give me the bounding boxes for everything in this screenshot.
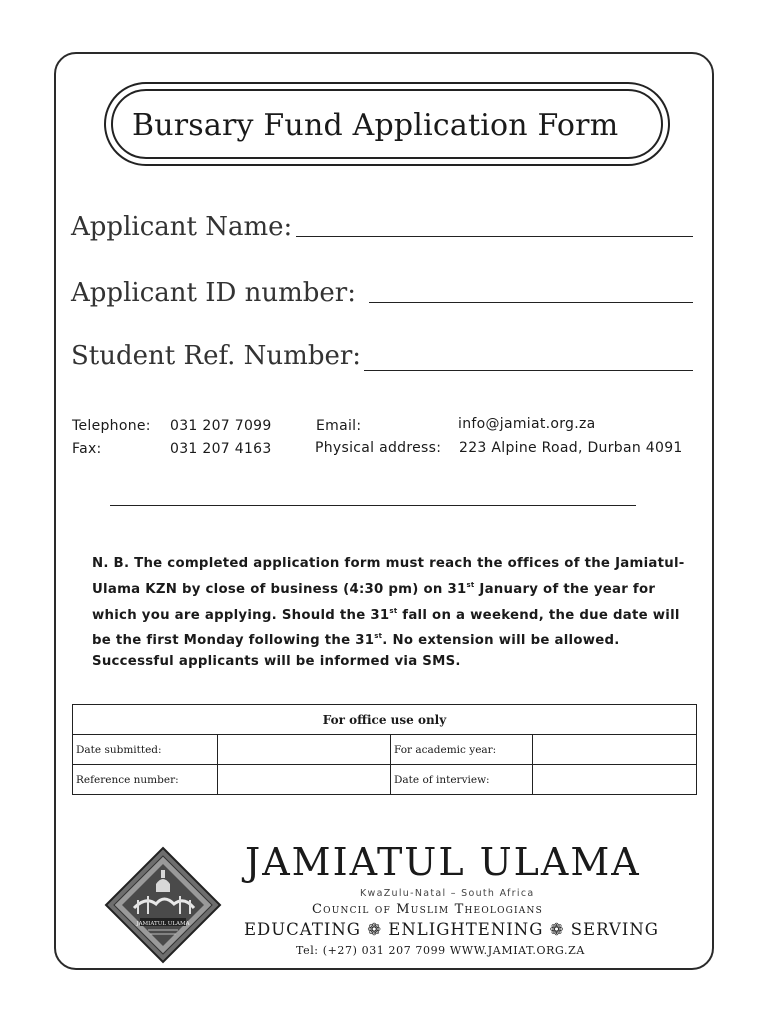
applicant-id-line[interactable] — [369, 302, 693, 303]
notice-text-2: January of the year for which you are applying. Should the 31 — [92, 581, 656, 623]
notice-sup-3: st — [374, 632, 383, 641]
academic-year-cell[interactable] — [533, 735, 697, 765]
brand-name: JAMIATUL ULAMA — [245, 840, 641, 884]
reference-number-cell[interactable] — [218, 765, 391, 795]
email-value[interactable]: info@jamiat.org.za — [458, 416, 596, 432]
notice-text-4: . No extension will be allowed. Successful applicants will be informed via SMS. — [92, 633, 620, 670]
date-submitted-label: Date submitted: — [73, 735, 218, 765]
applicant-name-line[interactable] — [296, 236, 693, 237]
notice-sup-1: st — [466, 580, 475, 589]
brand-council: Council of Muslim Theologians — [312, 902, 543, 917]
telephone-label: Telephone: — [72, 418, 151, 434]
brand-motto: EDUCATING ❁ ENLIGHTENING ❁ SERVING — [244, 920, 659, 939]
email-label: Email: — [316, 418, 362, 434]
jamiat-logo — [104, 846, 222, 964]
notice-sup-2: st — [389, 606, 398, 615]
brand-contact: Tel: (+27) 031 207 7099 WWW.JAMIAT.ORG.ZA — [296, 944, 585, 957]
applicant-name-label: Applicant Name: — [71, 212, 293, 242]
notice-paragraph — [92, 554, 692, 673]
student-ref-line[interactable] — [364, 370, 693, 371]
brand-region: KwaZulu-Natal – South Africa — [360, 888, 535, 899]
notice-text-1: N. B. The completed application form must reach the offices of the Jamiatul-Ulama KZN by close of business (4:30 pm) on 31 — [92, 556, 685, 597]
student-ref-label: Student Ref. Number: — [71, 341, 362, 371]
form-title: Bursary Fund Application Form — [132, 108, 619, 143]
date-submitted-cell[interactable] — [218, 735, 391, 765]
reference-number-label: Reference number: — [73, 765, 218, 795]
logo-text: JAMIATUL ULAMA — [136, 921, 190, 927]
telephone-value: 031 207 7099 — [170, 418, 272, 434]
date-of-interview-cell[interactable] — [533, 765, 697, 795]
applicant-id-label: Applicant ID number: — [71, 278, 356, 308]
page-frame — [54, 52, 714, 970]
notice-text-3: fall on a weekend, the due date will be the first Monday following the 31 — [92, 607, 680, 649]
office-use-table — [72, 704, 697, 795]
separator-line — [110, 505, 636, 506]
office-use-header: For office use only — [73, 705, 697, 735]
date-of-interview-label: Date of interview: — [391, 765, 533, 795]
fax-value: 031 207 4163 — [170, 441, 272, 457]
address-label: Physical address: — [315, 440, 442, 456]
academic-year-label: For academic year: — [391, 735, 533, 765]
fax-label: Fax: — [72, 441, 102, 457]
address-value: 223 Alpine Road, Durban 4091 — [459, 440, 683, 456]
